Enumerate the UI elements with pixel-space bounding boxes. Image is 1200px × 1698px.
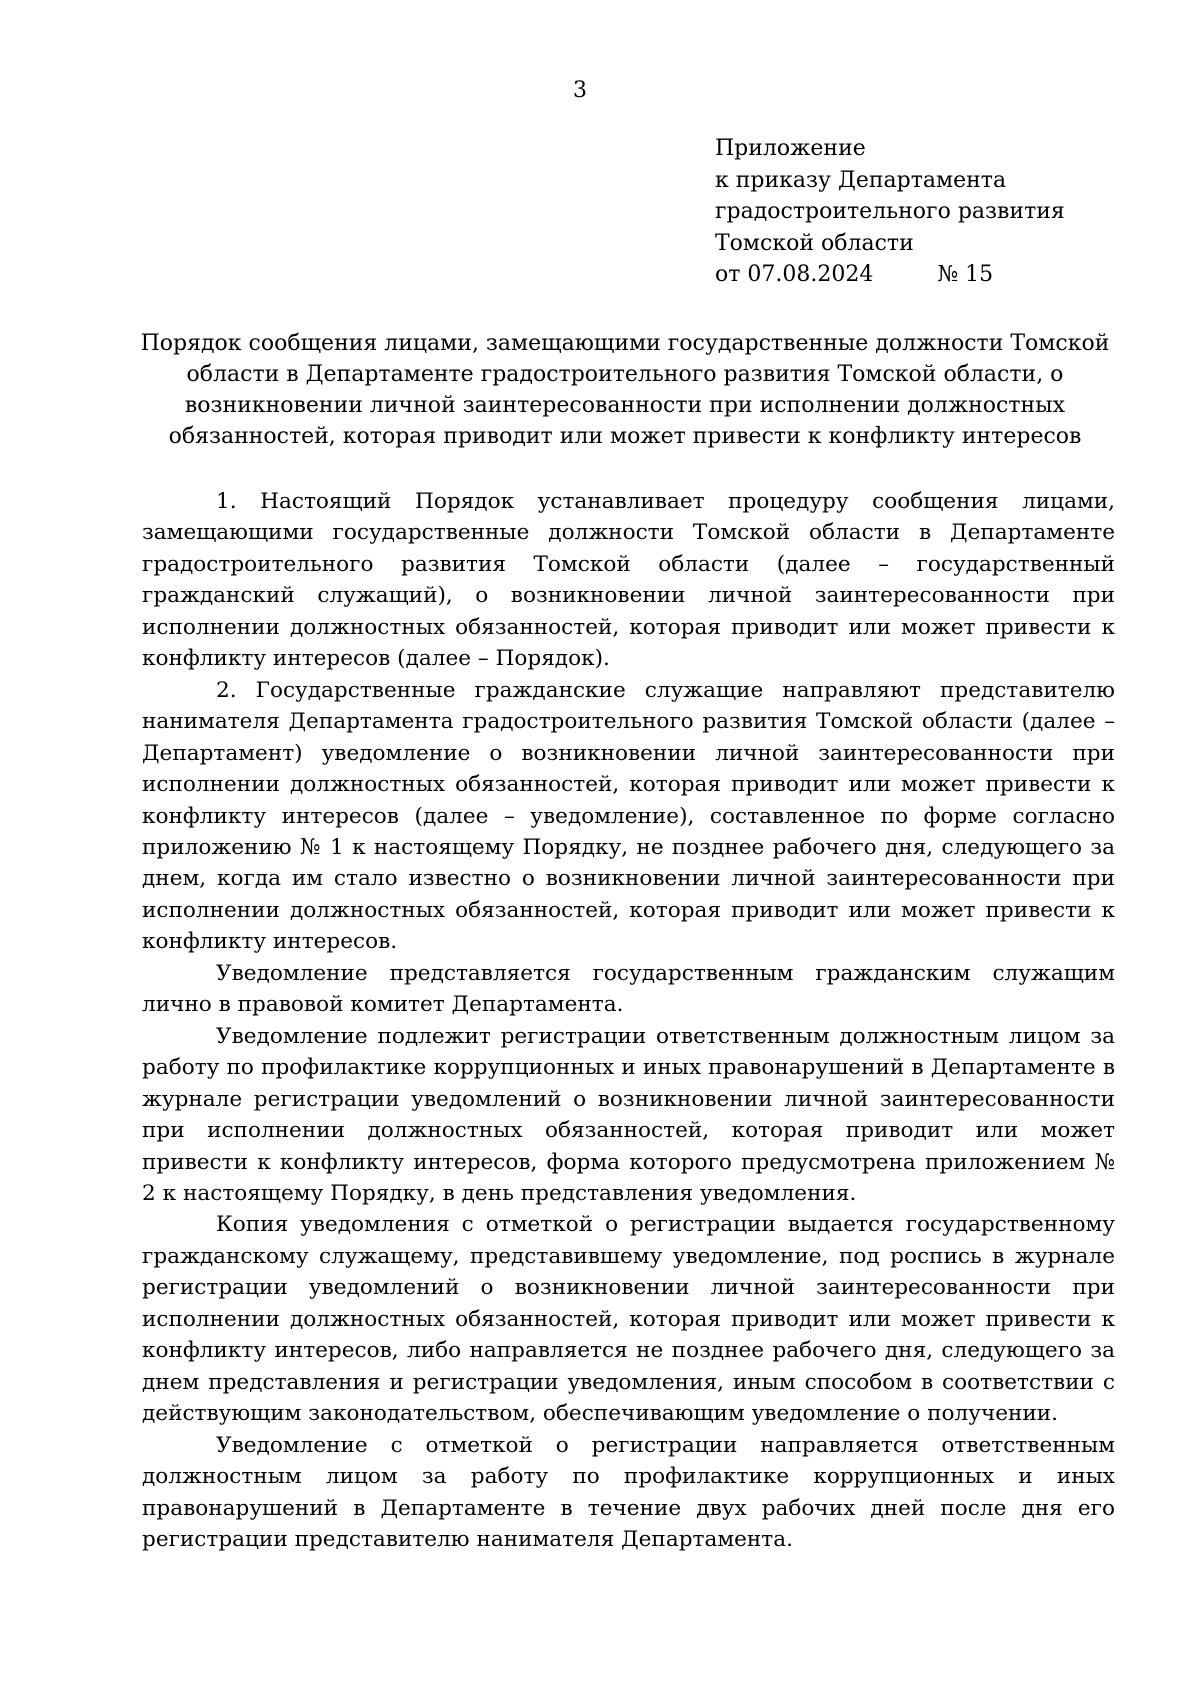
appendix-line: Томской области [715, 230, 914, 256]
appendix-line: градостроительного развития [715, 199, 1065, 224]
document-title: Порядок сообщения лицами, замещающими государственные должности Томской области в Департаменте градостроительного развития Томской области, о возникновении личной заинтересованности при исполнении должностных обязанностей, которая приводит или может привести к конфликту интересов [140, 331, 1110, 449]
appendix-line: к приказу Департамента [715, 167, 1007, 193]
paragraph: Уведомление представляется государственным гражданским служащим лично в правовой комитет Департамента. [142, 960, 1115, 1018]
paragraph: Уведомление с отметкой о регистрации направляется ответственным должностным лицом за работу по профилактике коррупционных и иных правонарушений в Департаменте в течение двух рабочих дней после дня его регистрации представителю нанимателя Департамента. [142, 1432, 1115, 1552]
page-number: 3 [573, 78, 587, 103]
order-date: от 07.08.2024 [715, 262, 874, 287]
paragraph: 2. Государственные гражданские служащие направляют представителю нанимателя Департамента градостроительного развития Томской области (далее – Департамент) уведомление о возникновении личной заинтересованности при исполнении должностных обязанностей, которая приводит или может привести к конфликту интересов (далее – уведомление), составленное по форме согласно приложению № 1 к настоящему Порядку, не позднее рабочего дня, следующего за днем, когда им стало известно о возникновении личной заинтересованности при исполнении должностных обязанностей, которая приводит или может привести к конфликту интересов. [142, 677, 1115, 955]
appendix-date-line [715, 259, 1135, 291]
appendix-header [715, 133, 1135, 291]
order-number: № 15 [937, 262, 994, 287]
appendix-line: Приложение [715, 136, 866, 161]
document-body [142, 486, 1115, 1555]
paragraph: 1. Настоящий Порядок устанавливает процедуру сообщения лицами, замещающими государственные должности Томской области в Департаменте градостроительного развития Томской области (далее – государственный гражданский служащий), о возникновении личной заинтересованности при исполнении должностных обязанностей, которая приводит или может привести к конфликту интересов (далее – Порядок). [142, 489, 1115, 672]
paragraph: Уведомление подлежит регистрации ответственным должностным лицом за работу по профилактике коррупционных и иных правонарушений в Департаменте в журнале регистрации уведомлений о возникновении личной заинтересованности при исполнении должностных обязанностей, которая приводит или может привести к конфликту интересов, форма которого предусмотрена приложением № 2 к настоящему Порядку, в день представления уведомления. [142, 1023, 1115, 1206]
paragraph: Копия уведомления с отметкой о регистрации выдается государственному гражданскому служащему, представившему уведомление, под роспись в журнале регистрации уведомлений о возникновении личной заинтересованности при исполнении должностных обязанностей, которая приводит или может привести к конфликту интересов, либо направляется не позднее рабочего дня, следующего за днем представления и регистрации уведомления, иным способом в соответствии с действующим законодательством, обеспечивающим уведомление о получении. [142, 1212, 1115, 1427]
